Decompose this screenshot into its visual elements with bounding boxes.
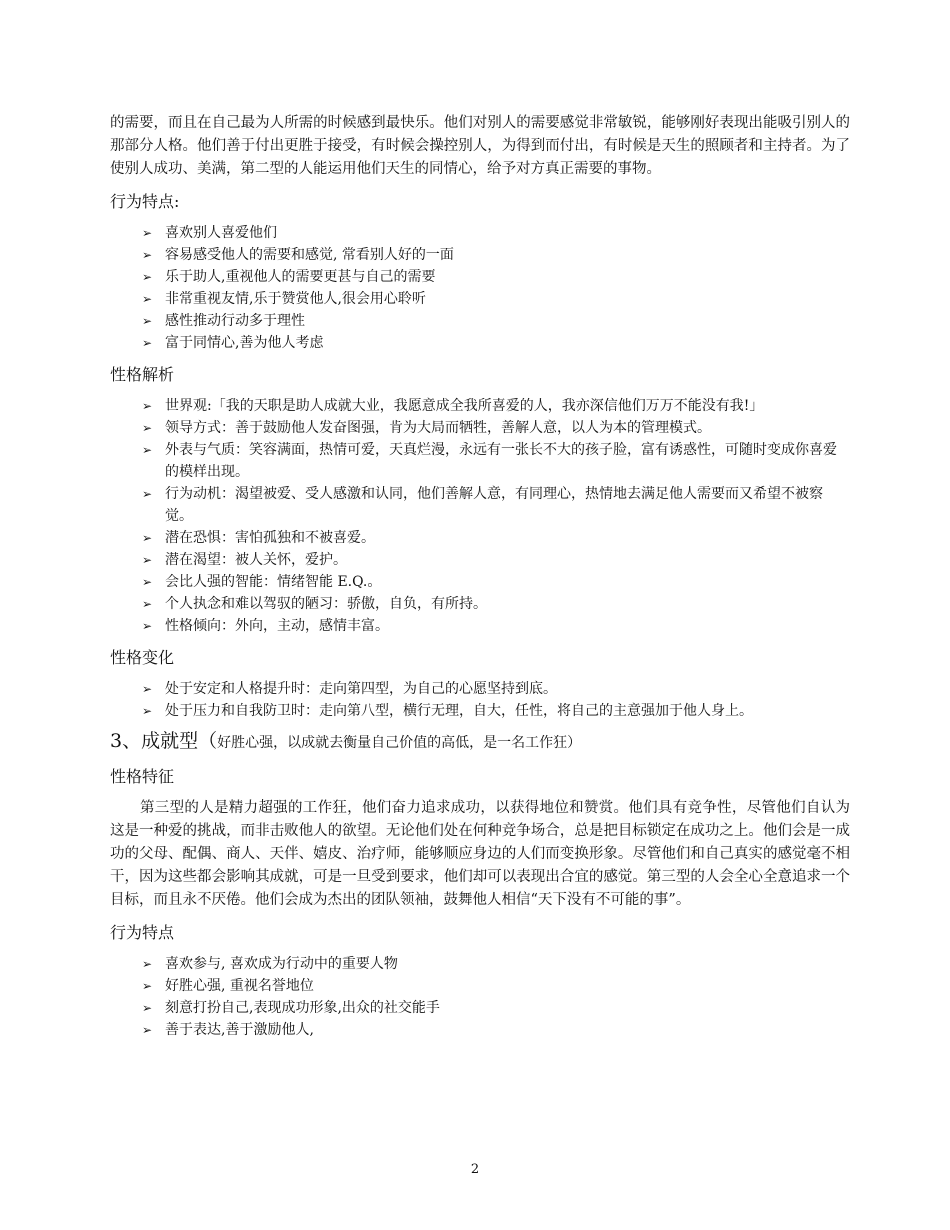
type2-change-list xyxy=(110,678,850,722)
arrow-bullet-icon: ➢ xyxy=(142,575,153,589)
list-item: ➢ 潜在渴望：被人关怀，爱护。 xyxy=(110,549,850,571)
arrow-bullet-icon: ➢ xyxy=(142,531,153,545)
arrow-bullet-icon: ➢ xyxy=(142,226,153,240)
intro-paragraph: 的需要，而且在自己最为人所需的时候感到最快乐。他们对别人的需要感觉非常敏锐，能够刚好表现出能吸引别人的那部分人格。他们善于付出更胜于接受，有时候会操控别人，为得到而付出，有时候是天生的照顾者和主持者。为了使别人成功、美满，第二型的人能运用他们天生的同情心，给予对方真正需要的事物。 xyxy=(110,115,850,177)
type3-section-heading xyxy=(110,728,850,756)
arrow-bullet-icon: ➢ xyxy=(142,682,153,696)
list-item: ➢ 乐于助人,重视他人的需要更甚与自己的需要 xyxy=(110,266,850,288)
type2-change-heading: 性格变化 xyxy=(110,648,175,667)
arrow-bullet-icon: ➢ xyxy=(142,314,153,328)
list-item: ➢ 会比人强的智能：情绪智能 E.Q.。 xyxy=(110,571,850,593)
arrow-bullet-icon: ➢ xyxy=(142,553,153,567)
arrow-bullet-icon: ➢ xyxy=(142,421,153,435)
arrow-bullet-icon: ➢ xyxy=(142,979,153,993)
arrow-bullet-icon: ➢ xyxy=(142,957,153,971)
list-item: ➢ 潜在恐惧：害怕孤独和不被喜爱。 xyxy=(110,527,850,549)
arrow-bullet-icon: ➢ xyxy=(142,399,153,413)
arrow-bullet-icon: ➢ xyxy=(142,619,153,633)
type3-trait-heading: 性格特征 xyxy=(110,767,175,786)
list-item: ➢ 处于安定和人格提升时：走向第四型，为自己的心愿坚持到底。 xyxy=(110,678,850,700)
list-item: ➢ 容易感受他人的需要和感觉, 常看别人好的一面 xyxy=(110,244,850,266)
list-item: ➢ 个人执念和难以驾驭的陋习：骄傲，自负，有所持。 xyxy=(110,593,850,615)
arrow-bullet-icon: ➢ xyxy=(142,1023,153,1037)
type3-title: 3、成就型（ xyxy=(110,730,218,752)
arrow-bullet-icon: ➢ xyxy=(142,336,153,350)
arrow-bullet-icon: ➢ xyxy=(142,487,153,501)
list-item: ➢ 善于表达,善于激励他人, xyxy=(110,1019,850,1041)
list-item: ➢ 性格倾向：外向，主动，感情丰富。 xyxy=(110,615,850,637)
type2-analysis-list xyxy=(110,395,850,637)
list-item: ➢ 外表与气质：笑容满面，热情可爱，天真烂漫，永远有一张长不大的孩子脸，富有诱惑性，可随时变成你喜爱的模样出现。 xyxy=(110,439,850,483)
list-item: ➢ 好胜心强, 重视名誉地位 xyxy=(110,975,850,997)
document-page xyxy=(110,112,850,1045)
arrow-bullet-icon: ➢ xyxy=(142,270,153,284)
type3-subtitle: 好胜心强，以成就去衡量自己价值的高低，是一名工作狂） xyxy=(217,735,582,751)
list-item: ➢ 感性推动行动多于理性 xyxy=(110,310,850,332)
list-item: ➢ 行为动机：渴望被爱、受人感激和认同，他们善解人意，有同理心，热情地去满足他人需要而又希望不被察觉。 xyxy=(110,483,850,527)
list-item: ➢ 富于同情心,善为他人考虑 xyxy=(110,332,850,354)
arrow-bullet-icon: ➢ xyxy=(142,1001,153,1015)
list-item: ➢ 非常重视友情,乐于赞赏他人,很会用心聆听 xyxy=(110,288,850,310)
arrow-bullet-icon: ➢ xyxy=(142,704,153,718)
arrow-bullet-icon: ➢ xyxy=(142,443,153,457)
arrow-bullet-icon: ➢ xyxy=(142,248,153,262)
list-item: ➢ 处于压力和自我防卫时：走向第八型，横行无理，自大，任性，将自己的主意强加于他人身上。 xyxy=(110,700,850,722)
list-item: ➢ 刻意打扮自己,表现成功形象,出众的社交能手 xyxy=(110,997,850,1019)
list-item: ➢ 世界观:「我的天职是助人成就大业，我愿意成全我所喜爱的人，我亦深信他们万万不能没有我!」 xyxy=(110,395,850,417)
arrow-bullet-icon: ➢ xyxy=(142,597,153,611)
page-number: 2 xyxy=(470,1162,480,1177)
type3-behavior-list xyxy=(110,953,850,1041)
type3-behavior-heading: 行为特点 xyxy=(110,923,175,942)
type2-analysis-heading: 性格解析 xyxy=(110,365,175,384)
type3-trait-paragraph: 第三型的人是精力超强的工作狂，他们奋力追求成功，以获得地位和赞赏。他们具有竞争性，尽管他们自认为这是一种爱的挑战，而非击败他人的欲望。无论他们处在何种竞争场合，总是把目标锁定在成功之上。他们会是一成功的父母、配偶、商人、天伴、嬉皮、治疗师，能够顺应身边的人们而变换形象。尽管他们和自己真实的感觉毫不相干，因为这些都会影响其成就，可是一旦受到要求，他们却可以表现出合宜的感觉。第三型的人会全心全意追求一个目标，而且永不厌倦。他们会成为杰出的团队领袖，鼓舞他人相信“天下没有不可能的事”。 xyxy=(110,800,850,908)
list-item: ➢ 喜欢别人喜爱他们 xyxy=(110,222,850,244)
type2-behavior-list xyxy=(110,222,850,354)
arrow-bullet-icon: ➢ xyxy=(142,292,153,306)
list-item: ➢ 喜欢参与, 喜欢成为行动中的重要人物 xyxy=(110,953,850,975)
type2-behavior-heading: 行为特点: xyxy=(110,192,180,211)
list-item: ➢ 领导方式：善于鼓励他人发奋图强，肯为大局而牺牲，善解人意，以人为本的管理模式。 xyxy=(110,417,850,439)
